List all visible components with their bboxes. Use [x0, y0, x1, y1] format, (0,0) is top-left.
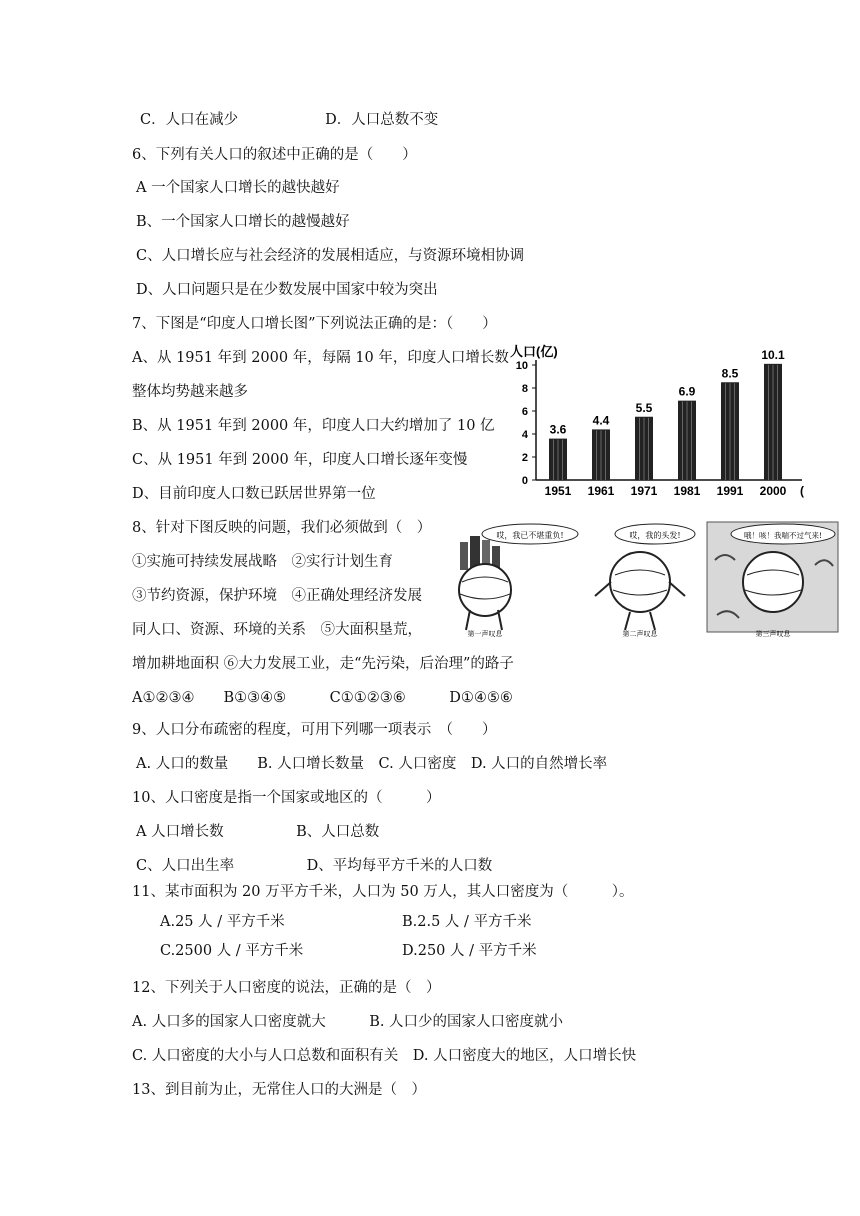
- q5-options-cd: C．人口在减少 D．人口总数不变: [140, 112, 439, 128]
- x-axis-trailing-mark: (: [800, 484, 804, 498]
- q7-option-c: C、从 1951 年到 2000 年，印度人口增长逐年变慢: [132, 452, 468, 468]
- q6-question: 6、下列有关人口的叙述中正确的是（ ）: [132, 147, 417, 163]
- x-tick-label: 1981: [673, 484, 701, 498]
- q12-options-ab: A. 人口多的国家人口密度就大 B. 人口少的国家人口密度就小: [132, 1014, 564, 1030]
- q8-options: A①②③④ B①③④⑤ C①①②③⑥ D①④⑤⑥: [132, 690, 513, 706]
- x-tick-label: 1991: [716, 484, 744, 498]
- cartoon-2-bubble: 哎，我的头发!: [629, 531, 681, 540]
- q8-question: 8、针对下图反映的问题，我们必须做到（ ）: [132, 520, 432, 536]
- q6-option-b: B、一个国家人口增长的越慢越好: [136, 214, 350, 230]
- x-tick-label: 2000: [759, 484, 787, 498]
- bar-data-label: 6.9: [678, 384, 696, 399]
- y-axis-label: 人口(亿): [510, 344, 558, 359]
- q12-options-cd: C. 人口密度的大小与人口总数和面积有关 D. 人口密度大的地区，人口增长快: [132, 1048, 637, 1064]
- q13-question: 13、到目前为止，无常住人口的大洲是（ ）: [132, 1082, 426, 1098]
- balding-globe-illustration: [585, 520, 705, 640]
- q7-option-b: B、从 1951 年到 2000 年，印度人口大约增加了 10 亿: [132, 418, 495, 434]
- q6-option-c: C、人口增长应与社会经济的发展相适应，与资源环境相协调: [136, 248, 525, 264]
- q11-option-c: C.2500 人 / 平方千米: [160, 943, 304, 959]
- bar-data-label: 3.6: [549, 422, 567, 437]
- india-population-chart: [510, 340, 810, 500]
- bar-data-label: 4.4: [592, 413, 610, 428]
- q9-question: 9、人口分布疏密的程度，可用下列哪一项表示 （ ）: [132, 722, 497, 738]
- q8-item-6: 增加耕地面积 ⑥大力发展工业，走“先污染，后治理”的路子: [132, 656, 514, 672]
- y-tick-label: 4: [521, 429, 528, 441]
- cartoon-3-bubble: 哦！咳！我喘不过气来!: [743, 531, 823, 540]
- q7-option-d: D、目前印度人口数已跃居世界第一位: [132, 486, 376, 502]
- cartoon-1-caption: 第一声叹息: [467, 630, 503, 638]
- y-tick-label: 2: [521, 452, 528, 464]
- q9-options: A. 人口的数量 B. 人口增长数量 C. 人口密度 D. 人口的自然增长率: [136, 756, 608, 772]
- cartoon-2-caption: 第二声叹息: [622, 630, 658, 638]
- overloaded-globe-illustration: [440, 520, 590, 640]
- y-tick-label: 6: [521, 406, 528, 418]
- y-tick-label: 10: [515, 360, 528, 372]
- cartoon-panel-1: [440, 520, 590, 640]
- q10-question: 10、人口密度是指一个国家或地区的（ ）: [132, 790, 441, 806]
- y-tick-label: 8: [521, 383, 528, 395]
- x-tick-label: 1951: [544, 484, 572, 498]
- bar-data-label: 5.5: [635, 400, 653, 415]
- q7-option-a-cont: 整体均势越来越多: [132, 384, 248, 400]
- q6-option-a: A 一个国家人口增长的越快越好: [136, 180, 340, 196]
- q11-option-b: B.2.5 人 / 平方千米: [402, 914, 532, 930]
- q10-options-cd: C、人口出生率 D、平均每平方千米的人口数: [136, 858, 493, 874]
- polluted-globe-illustration: [705, 520, 840, 640]
- cartoon-panel-2: [585, 520, 705, 640]
- q8-item-3-4: ③节约资源，保护环境 ④正确处理经济发展: [132, 588, 422, 604]
- q7-question: 7、下图是“印度人口增长图”下列说法正确的是：（ ）: [132, 316, 497, 332]
- q11-option-d: D.250 人 / 平方千米: [402, 943, 537, 959]
- x-tick-label: 1961: [587, 484, 615, 498]
- q8-item-4-5: 同人口、资源、环境的关系 ⑤大面积垦荒，: [132, 622, 422, 638]
- q10-options-ab: A 人口增长数 B、人口总数: [136, 824, 380, 840]
- x-tick-label: 1971: [630, 484, 658, 498]
- q11-question: 11、某市面积为 20 万平方千米，人口为 50 万人，其人口密度为（ ）。: [132, 884, 634, 900]
- q11-option-a: A.25 人 / 平方千米: [160, 914, 285, 930]
- q12-question: 12、下列关于人口密度的说法，正确的是（ ）: [132, 980, 441, 996]
- cartoon-3-caption: 第三声叹息: [755, 630, 791, 638]
- y-tick-label: 0: [521, 475, 528, 487]
- population-bar-chart: [510, 340, 810, 500]
- q6-option-d: D、人口问题只是在少数发展中国家中较为突出: [136, 282, 438, 298]
- q8-item-1-2: ①实施可持续发展战略 ②实行计划生育: [132, 554, 393, 570]
- q7-option-a: A、从 1951 年到 2000 年，每隔 10 年，印度人口增长数: [132, 350, 509, 366]
- cartoon-1-bubble: 哎，我已不堪重负!: [496, 531, 564, 540]
- bar-data-label: 8.5: [721, 366, 739, 381]
- cartoon-panel-3: [705, 520, 840, 640]
- bar-data-label: 10.1: [761, 347, 785, 362]
